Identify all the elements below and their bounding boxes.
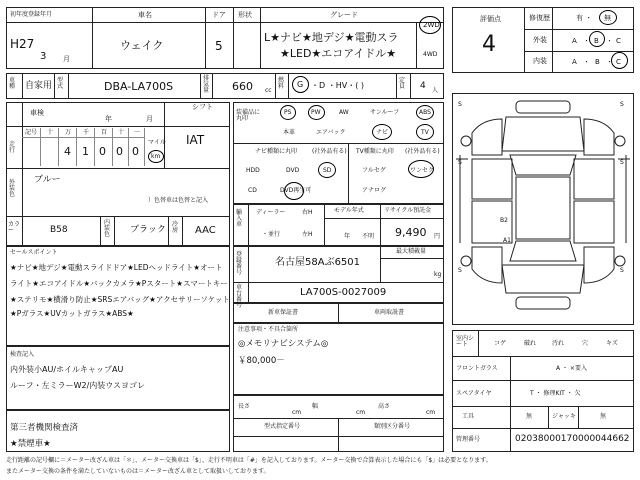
era-year: H27 — [10, 37, 35, 51]
color-value: ブルー — [34, 175, 61, 185]
shift-value: IAT — [186, 133, 205, 147]
height-label: 高さ — [378, 403, 391, 410]
displacement-value: 660 — [232, 80, 253, 93]
model-year-label: モデル年式 — [334, 207, 364, 214]
navi-sub: (社外品有る) — [312, 148, 347, 155]
notes-item: ◎メモリナビシステム◎ — [238, 339, 329, 349]
jack-value: 無 — [600, 413, 607, 420]
navi-label: ナビ種類に丸印 — [255, 148, 298, 155]
max-load-label: 最大積載量 — [396, 248, 427, 255]
digit-header-6: 一 — [134, 129, 141, 136]
manage-number: 020380001700000446​62 — [515, 434, 630, 444]
navi-cd: CD — [248, 187, 257, 194]
inspector-label: 検査記入 — [10, 351, 35, 358]
tools-label: 工具 — [462, 413, 475, 420]
height-cm: cm — [426, 409, 436, 416]
grade-line-2: ★LED★エコアイドル★ — [280, 47, 397, 60]
repair-label: 修復歴 — [529, 14, 550, 22]
width-cm: cm — [356, 409, 366, 416]
chassis-label: 車台番号 — [236, 284, 243, 309]
digit-header-5: 十 — [118, 129, 125, 136]
digit-header-2: 万 — [65, 129, 72, 136]
digit-2: 1 — [82, 145, 89, 158]
color-label: 外装色 — [9, 179, 16, 198]
interior-dot-2: ・ — [606, 58, 613, 66]
unit-km: km — [151, 153, 161, 160]
reg-number-label: 登録番号 — [236, 251, 243, 276]
interior-label: 内装 — [533, 57, 547, 65]
exterior-dot-1: ・ — [583, 37, 590, 45]
color-code: B58 — [50, 225, 68, 235]
reg-month-unit: 月 — [63, 55, 70, 63]
color-note: ）色替車は色替と記入 — [148, 197, 209, 204]
equip-airbag: エアバック — [316, 129, 346, 136]
digit-header-3: 千 — [83, 129, 90, 136]
exterior-a: A — [572, 37, 577, 45]
front-glass-label: フロントガラス — [456, 365, 498, 372]
interior-selected: C — [616, 58, 621, 66]
usage: 自家用 — [25, 81, 53, 91]
tv-oneseg: ワンセグ — [410, 167, 435, 174]
equip-pw: PW — [311, 109, 321, 116]
damage-a1: A1 — [503, 237, 511, 244]
type-spec-label: 型式指定番号 — [264, 423, 301, 430]
first-reg-label: 初年度登録年月 — [10, 11, 53, 18]
exterior-dot-2: ・ — [606, 37, 613, 45]
car-name-label: 車名 — [138, 11, 152, 19]
digit-4: 0 — [116, 145, 123, 158]
sales-line-4: ★Pガラス★UVカットガラス★ABS★ — [10, 309, 134, 318]
score-label: 評価点 — [480, 15, 501, 23]
corner-mr: S — [620, 159, 624, 166]
notes-label: 注意事項・不具合箇所 — [238, 326, 299, 333]
fuel-label: 燃料 — [278, 77, 285, 90]
capacity-label: 定員 — [399, 77, 406, 90]
door-label: ドア — [212, 11, 226, 19]
corner-br: S — [620, 267, 624, 274]
ac-value: AAC — [195, 225, 216, 236]
equip-aw: AW — [339, 109, 349, 116]
class-label: 類別区分番号 — [374, 423, 411, 430]
unit-mile: マイル — [148, 139, 166, 146]
footer-line-1: 走行距離の記号欄に＝メーター改ざん車は「＊」、メーター交換車は「$」、走行不明車は「#」を記入しております。メーター交換で合算表示した場合にも「$」は必要となります。 — [6, 457, 492, 464]
spare-tire-value: T ・ 修理KIT ・ 欠 — [530, 390, 581, 397]
mileage-label: 走行 — [9, 141, 16, 154]
score-value: 4 — [482, 32, 496, 57]
digit-1: 4 — [64, 145, 71, 158]
kg-unit: kg — [434, 271, 442, 278]
equip-abs: ABS — [419, 109, 431, 116]
chassis-number: LA700S-0027009 — [300, 287, 387, 298]
spare-tire-label: スペアタイヤ — [456, 390, 492, 397]
sheet-ana: 穴 — [582, 340, 589, 347]
equip-sunroof: サンルーフ — [370, 109, 400, 116]
capacity-unit: 人 — [432, 87, 439, 94]
interior-color-label: 内装色 — [104, 219, 111, 238]
damage-b2: B2 — [500, 217, 508, 224]
recycle-label: リサイクル預託金 — [384, 207, 432, 214]
shape-label: 形状 — [238, 11, 252, 19]
fuel-selected: G — [297, 80, 304, 89]
length-cm: cm — [292, 409, 302, 416]
fuel-rest: ・D ・HV・( ) — [311, 81, 364, 90]
vehicle-row — [6, 73, 444, 99]
sheet-yabure: 破れ — [524, 340, 537, 347]
reg-number: 名古屋58Aぶ6501 — [275, 257, 361, 268]
recycle-unit: 円 — [434, 233, 441, 240]
sheet-kizu: キズ — [606, 340, 618, 347]
interior-b: B — [595, 58, 600, 66]
sheet-yogore: 汚れ — [552, 340, 565, 347]
equip-navi: ナビ — [376, 129, 389, 136]
interior-a: A — [572, 58, 577, 66]
tv-analog: アナログ — [362, 187, 387, 194]
interior-sheet-label: 室内シート — [456, 335, 475, 348]
equip-leather: 本革 — [283, 129, 296, 136]
exterior-label: 外装 — [533, 36, 547, 44]
sales-line-2: ライト★エコアイドル★バックカメラ★Pスタート★スマートキー — [10, 279, 228, 288]
record-label: 記号 — [25, 129, 38, 136]
displacement-label: 排気量 — [203, 75, 210, 94]
capacity-value: 4 — [420, 81, 426, 91]
corner-tr: S — [620, 101, 624, 108]
third-party-label: 第三者機関検査済 — [10, 423, 79, 433]
equip-tv: TV — [421, 129, 429, 136]
navi-hdd: HDD — [246, 167, 260, 174]
shift-label: シフト — [192, 103, 213, 111]
width-label: 幅 — [312, 403, 319, 410]
corner-ml: S — [458, 159, 462, 166]
reg-month: 3 — [40, 51, 47, 62]
navi-dvd: DVD — [286, 167, 300, 174]
drive-2wd: 2WD — [423, 21, 440, 29]
model-year-unknown: 不明 — [362, 233, 375, 240]
third-party-value: ★禁煙車★ — [10, 439, 51, 449]
tools-value: 無 — [526, 413, 533, 420]
navi-sd: SD — [323, 167, 332, 174]
corner-bl: S — [458, 267, 462, 274]
front-glass-value: A ・ ×要入 — [556, 365, 587, 372]
door-count: 5 — [215, 39, 223, 53]
tv-sub: (社外品有る) — [405, 148, 440, 155]
import-left: 左H — [302, 231, 313, 238]
sales-line-3: ★ステリモ★横滑り防止★SRSエアバッグ★アクセサリーソケット — [10, 295, 230, 304]
grade-label: グレード — [330, 11, 358, 19]
digit-header-1: 十 — [47, 129, 54, 136]
import-label: 輸入車 — [236, 209, 243, 228]
sales-point-label: セールスポイント — [10, 249, 58, 256]
inspector-line-2: ルーフ・左ミラーW2/内装ウスヨゴレ — [10, 381, 146, 390]
import-right: 右H — [302, 209, 313, 216]
tv-label: TV種類に丸印 — [356, 148, 394, 155]
import-dealer: ディーラー — [256, 209, 286, 216]
recycle-value: 9,490 — [395, 226, 427, 239]
notes-price: ￥80,000－ — [238, 356, 285, 366]
digit-5: 0 — [132, 145, 139, 158]
repair-options: 有 ・ — [576, 14, 593, 22]
footer-line-2: またメーター交換の条件を満たしていないものは＝メーター改ざん車として取扱いしております。 — [6, 468, 270, 475]
inspection-label: 車検 — [30, 109, 44, 117]
model-year-unit: 年 — [344, 233, 351, 240]
kind-label: 車種 — [9, 77, 16, 90]
digit-header-4: 百 — [101, 129, 108, 136]
car-diagram — [452, 93, 634, 325]
equip-ps: PS — [284, 109, 292, 116]
repair-selected: 無 — [604, 14, 611, 22]
import-parallel: ・並行 — [262, 231, 281, 238]
interior-dot-1: ・ — [583, 58, 590, 66]
digit-3: 0 — [99, 145, 106, 158]
grade-line-1: L★ナビ★地デジ★電動スラ — [264, 31, 399, 44]
tv-fullseg: フルセグ — [362, 167, 386, 174]
sheet-koge: コゲ — [494, 340, 507, 347]
exterior-selected: B — [594, 37, 599, 45]
inspector-frame — [6, 346, 230, 410]
corner-tl: S — [458, 101, 462, 108]
navi-dvd-play: DVD再生可 — [280, 187, 312, 194]
interior-color: ブラック — [130, 225, 166, 235]
length-label: 長さ — [238, 403, 251, 410]
manual-label: 車両取説書 — [374, 309, 405, 316]
jack-label: ジャッキ — [552, 413, 576, 420]
color-code-label: カラー — [8, 221, 21, 234]
sales-line-1: ★ナビ★地デジ★電動スライドドア★LEDヘッドライト★オート — [10, 263, 223, 272]
equipment-label: 装備品に丸印 — [236, 109, 261, 122]
model-value: DBA-LA700S — [104, 80, 174, 93]
inspection-year: 年 — [105, 115, 112, 123]
model-label: 型式 — [57, 77, 64, 90]
car-name: ウェイク — [120, 39, 164, 52]
inspection-month: 月 — [146, 115, 153, 123]
inspector-line-1: 内外装小AU/ホイルキャップAU — [10, 365, 124, 374]
exterior-c: C — [616, 37, 621, 45]
manage-label: 管理番号 — [456, 436, 481, 443]
warranty-label: 新車保証書 — [268, 309, 299, 316]
drive-4wd: 4WD — [423, 51, 438, 58]
ac-label: 冷房 — [172, 221, 179, 234]
cc-unit: cc — [265, 87, 272, 94]
